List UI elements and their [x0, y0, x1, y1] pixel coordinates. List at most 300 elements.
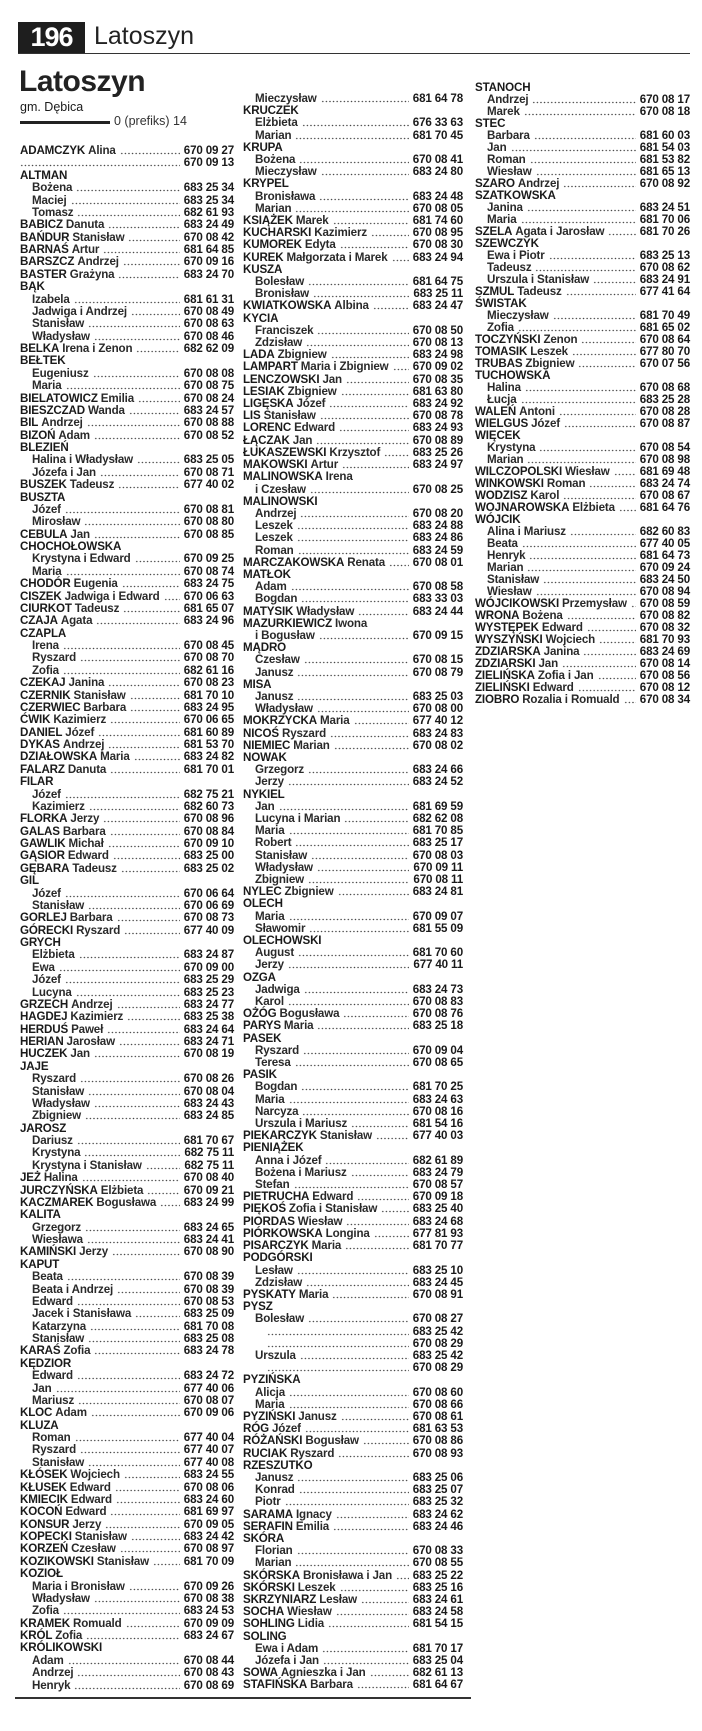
dot-leader — [338, 893, 409, 896]
given-name: Tadeusz — [74, 601, 120, 615]
given-name: Maria i Bronisław — [32, 1579, 125, 1593]
entry-name — [243, 1228, 370, 1240]
surname: MARCZAKOWSKA — [243, 555, 345, 569]
surname-heading — [243, 1252, 463, 1264]
phone-number: 670 09 06 — [183, 1406, 234, 1420]
dot-leader — [84, 523, 179, 526]
given-name: Jerzy — [70, 812, 100, 826]
phone-number: 670 08 97 — [183, 1542, 234, 1556]
directory-entry — [20, 1135, 234, 1147]
phone-number: 681 54 15 — [412, 1617, 463, 1631]
surname: BIELATOWICZ — [20, 391, 98, 405]
directory-entry — [20, 615, 234, 627]
surname: SERAFIN — [243, 1519, 293, 1533]
surname: DANIEL — [20, 725, 63, 739]
directory-entry — [20, 343, 234, 355]
directory-entry — [243, 1582, 463, 1594]
directory-entry — [243, 1203, 463, 1215]
given-name: Renata — [347, 555, 386, 569]
phone-number: 683 25 22 — [412, 1568, 463, 1582]
given-name: Tadeusz — [487, 261, 532, 274]
given-name: Ewa — [32, 960, 55, 974]
directory-entry — [20, 244, 234, 256]
surname: SKÓRSKI — [243, 1580, 295, 1594]
phone-number: 670 08 27 — [412, 1312, 463, 1326]
directory-entry — [243, 203, 463, 215]
dot-leader — [135, 1315, 180, 1318]
entry-name — [20, 1407, 87, 1419]
directory-entry — [243, 1094, 463, 1106]
dot-leader — [298, 552, 409, 555]
given-name: Lesław — [319, 1592, 357, 1606]
phone-number: 681 70 93 — [639, 633, 690, 646]
surname: CHOCHOŁOWSKA — [20, 540, 122, 553]
dot-leader — [130, 709, 180, 712]
entry-name — [243, 1203, 377, 1215]
surname: SOWA — [243, 1666, 278, 1680]
given-name: Józef — [296, 397, 326, 411]
entry-name — [20, 690, 126, 702]
given-name: Krzysztof — [329, 445, 381, 459]
given-name: Marian — [293, 738, 330, 752]
entry-name — [243, 337, 302, 349]
phone-number: 670 09 21 — [183, 1183, 234, 1197]
entry-name — [20, 442, 69, 454]
phone-number: 683 25 04 — [412, 1654, 463, 1667]
phone-number: 670 08 94 — [639, 585, 690, 598]
phone-number: 677 41 64 — [639, 285, 690, 298]
dot-leader — [534, 137, 636, 140]
given-name: Andrzej — [487, 93, 529, 106]
surname: PIENIĄŻEK — [243, 1141, 304, 1155]
given-name: Janina — [487, 201, 523, 214]
given-name: Urszula i Mariusz — [255, 1117, 348, 1131]
surname: KRAMEK — [20, 1616, 70, 1630]
phone-number: 670 08 49 — [183, 304, 234, 318]
entry-name — [243, 484, 306, 496]
directory-entry — [20, 591, 234, 603]
dot-leader — [297, 1552, 409, 1555]
entry-name — [20, 343, 132, 355]
directory-entry — [20, 1457, 234, 1469]
entry-name — [243, 972, 276, 984]
directory-entry — [243, 276, 463, 288]
phone-number: 681 70 85 — [412, 824, 463, 838]
dot-leader — [94, 437, 180, 440]
phone-number: 681 70 09 — [183, 1554, 234, 1568]
phone-number: 670 08 59 — [639, 597, 690, 610]
phone-number: 670 09 00 — [183, 960, 234, 974]
directory-entry — [20, 504, 234, 516]
given-name: Józef — [271, 1422, 301, 1436]
directory-entry — [243, 1265, 463, 1277]
phone-number: 670 08 52 — [183, 428, 234, 442]
given-name: Zofia i Jan — [537, 669, 594, 682]
directory-entry — [243, 886, 463, 898]
dot-leader — [599, 641, 636, 644]
phone-number: 670 08 89 — [412, 433, 463, 447]
surname: RUCIAK — [243, 1446, 288, 1460]
surname: WODZISZ — [475, 489, 528, 502]
dot-leader — [338, 1455, 409, 1458]
phone-number: 682 62 09 — [183, 342, 234, 355]
directory-entry — [20, 454, 234, 466]
entry-name — [20, 244, 99, 256]
directory-entry — [20, 219, 234, 231]
entry-name — [243, 300, 369, 312]
entry-name — [20, 949, 75, 961]
directory-entry — [243, 484, 463, 496]
given-name: Jerzy — [72, 1517, 102, 1531]
phone-number: 670 08 25 — [412, 482, 463, 496]
entry-name — [243, 1106, 298, 1118]
given-name: Maria — [311, 1239, 342, 1253]
given-name: Barbara — [487, 129, 530, 142]
given-name: Stanisław — [487, 573, 540, 586]
given-name: Edward — [65, 1505, 107, 1519]
given-name: Edward — [69, 1480, 111, 1494]
dot-leader — [130, 697, 180, 700]
entry-name — [243, 740, 330, 752]
surname: KACZMAREK — [20, 1195, 94, 1209]
phone-number: 683 24 41 — [183, 1233, 234, 1246]
directory-entry — [243, 1484, 463, 1496]
phone-number: 670 08 28 — [639, 405, 690, 418]
directory-entry — [20, 1680, 234, 1692]
given-name: Czesław — [71, 1542, 116, 1556]
surname-heading — [20, 776, 234, 788]
surname: OLECH — [243, 897, 283, 911]
phone-number: 670 08 86 — [412, 1434, 463, 1448]
given-name: Zofia — [32, 1604, 59, 1618]
phone-number: 670 08 68 — [639, 381, 690, 394]
directory-entry — [243, 1509, 463, 1521]
directory-entry — [20, 1222, 234, 1234]
phone-number: 683 24 58 — [412, 1605, 463, 1619]
entry-name — [243, 569, 291, 581]
dot-leader — [373, 307, 409, 310]
entry-name — [20, 1642, 102, 1654]
surname: KLUZA — [20, 1418, 59, 1432]
given-name: Leszek — [255, 519, 293, 533]
given-name: Władysław — [32, 1096, 90, 1110]
dot-leader — [339, 429, 409, 432]
surname: CEBULA — [20, 527, 68, 541]
phone-number: 683 24 69 — [639, 645, 690, 658]
given-name: Janusz — [255, 689, 294, 703]
given-name: Irena i Zenon — [62, 342, 133, 355]
directory-entry — [243, 1557, 463, 1569]
directory-entry — [20, 566, 234, 578]
surname: SARAMA — [243, 1507, 293, 1521]
directory-entry — [243, 1045, 463, 1057]
entry-name — [243, 764, 304, 776]
phone-number: 670 08 70 — [183, 651, 234, 665]
given-name: Zenon — [543, 333, 578, 346]
given-name: Barbara — [62, 824, 106, 838]
directory-entry — [243, 996, 463, 1008]
given-name: Eugeniusz — [32, 366, 89, 380]
dot-leader — [306, 344, 409, 347]
entry-name — [20, 1024, 103, 1036]
phone-number: 670 09 07 — [412, 909, 463, 923]
entry-name — [243, 1496, 281, 1508]
dot-leader — [20, 164, 180, 167]
entry-name — [243, 276, 304, 288]
directory-entry — [20, 764, 234, 776]
phone-number: 681 74 60 — [412, 214, 463, 228]
dot-leader — [131, 1538, 180, 1541]
entry-name — [243, 947, 294, 959]
entry-name — [243, 691, 293, 703]
phone-number: 683 25 34 — [183, 181, 234, 195]
surname: PYZIŃSKA — [243, 1373, 301, 1387]
directory-entry — [243, 1435, 463, 1447]
dot-leader — [112, 1253, 180, 1256]
phone-number: 683 24 63 — [412, 1092, 463, 1106]
phone-number: 683 25 28 — [639, 393, 690, 406]
entry-name — [243, 1435, 359, 1447]
phone-number: 670 08 71 — [183, 465, 234, 479]
phone-number: 670 08 98 — [639, 453, 690, 466]
dot-leader — [343, 1015, 408, 1018]
given-name: Łucja — [487, 393, 517, 406]
given-name: Albina — [334, 299, 369, 313]
directory-entry — [243, 874, 463, 886]
surname: ZDZIARSKI — [475, 657, 536, 670]
dot-leader — [118, 486, 180, 489]
phone-number: 683 24 47 — [412, 299, 463, 313]
entry-name — [20, 182, 72, 194]
directory-entry — [243, 1594, 463, 1606]
phone-number: 670 08 60 — [412, 1385, 463, 1399]
phone-number: 670 08 78 — [412, 409, 463, 423]
phone-number: 670 08 12 — [639, 681, 690, 694]
phone-number: 670 08 79 — [412, 665, 463, 679]
dot-leader — [539, 449, 635, 452]
phone-number: 670 08 34 — [639, 693, 690, 706]
given-name: Michał — [68, 837, 104, 850]
phone-number: 670 06 69 — [183, 898, 234, 912]
given-name: Anna i Józef — [255, 1153, 322, 1167]
entry-name — [243, 1509, 332, 1521]
directory-entry — [243, 1496, 463, 1508]
surname: CZERWIEC — [20, 700, 81, 714]
directory-entry — [243, 1399, 463, 1411]
phone-number: 683 24 51 — [639, 201, 690, 214]
directory-entry — [20, 294, 234, 306]
surname: RZESZUTKO — [243, 1458, 313, 1472]
given-name: Janusz — [298, 1409, 337, 1423]
entry-name — [20, 801, 85, 813]
given-name: Stanisław — [32, 1455, 85, 1469]
phone-number: 670 08 19 — [183, 1047, 234, 1061]
given-name: Edward — [312, 1190, 354, 1204]
surname: KOZIOŁ — [20, 1567, 63, 1581]
entry-name — [243, 166, 317, 178]
entry-name — [20, 888, 61, 900]
surname: WÓJCIKOWSKI — [475, 597, 560, 610]
surname-heading — [243, 1069, 463, 1081]
phone-number: 682 61 16 — [183, 663, 234, 677]
dot-leader — [77, 1303, 180, 1306]
entry-name — [243, 1118, 347, 1130]
given-name: Zbigniew — [525, 357, 575, 370]
surname: PIÓRKOWSKA — [243, 1226, 323, 1240]
phone-number: 683 25 07 — [412, 1483, 463, 1497]
given-name: Grażyna — [69, 267, 115, 281]
phone-number: 681 64 73 — [639, 549, 690, 562]
given-name: Halina — [43, 1171, 78, 1185]
dot-leader — [549, 257, 636, 260]
dot-leader — [559, 413, 636, 416]
directory-entry — [243, 1057, 463, 1069]
dot-leader — [131, 313, 180, 316]
entry-name — [243, 898, 283, 910]
phone-number: 670 09 13 — [183, 156, 234, 170]
given-name: Urszula — [255, 1348, 296, 1362]
surname: KUREK — [243, 250, 284, 264]
entry-name — [20, 219, 104, 231]
directory-entry — [243, 545, 463, 557]
surname: ŁUKASZEWSKI — [243, 445, 327, 459]
given-name: Mieczysław — [255, 92, 317, 105]
surname: ZIELIŃSKI — [475, 681, 530, 694]
dot-leader — [389, 564, 409, 567]
dot-leader — [376, 1137, 409, 1140]
dot-leader — [295, 210, 408, 213]
dot-leader — [297, 674, 408, 677]
entry-name — [20, 863, 117, 875]
phone-number: 670 08 92 — [639, 177, 690, 190]
dot-leader — [346, 381, 409, 384]
surname: ADAMCZYK — [20, 144, 86, 157]
entry-name — [20, 702, 126, 714]
entry-name — [243, 1655, 319, 1667]
phone-number: 670 08 42 — [183, 230, 234, 244]
dot-leader — [124, 932, 180, 935]
given-name: Maria — [255, 824, 285, 838]
directory-entry — [20, 1444, 234, 1456]
entry-name — [243, 874, 304, 886]
entry-name — [20, 1482, 111, 1494]
surname: BELKA — [20, 342, 60, 355]
phone-number: 670 08 63 — [183, 317, 234, 331]
dot-leader — [127, 1018, 180, 1021]
given-name: Agata — [60, 614, 93, 628]
surname-heading — [20, 1123, 234, 1135]
directory-entry — [243, 227, 463, 239]
dot-leader — [308, 771, 409, 774]
given-name: Maria — [32, 564, 62, 578]
dot-leader — [78, 1402, 180, 1405]
given-name: Longina — [325, 1226, 370, 1240]
phone-number: 670 08 46 — [183, 329, 234, 343]
given-name: Florian — [255, 1544, 293, 1558]
given-name: Romuald — [72, 1616, 122, 1630]
given-name: Bronisław — [255, 287, 310, 301]
directory-entry — [243, 606, 463, 618]
dot-leader — [153, 1563, 180, 1566]
entry-name — [20, 615, 92, 627]
given-name: Jan — [487, 141, 507, 154]
directory-entry — [20, 665, 234, 677]
dot-leader — [84, 1154, 180, 1157]
phone-number: 681 70 06 — [639, 213, 690, 226]
entry-name — [20, 789, 61, 801]
directory-entry — [20, 1469, 234, 1481]
dot-leader — [317, 332, 408, 335]
directory-entry — [243, 325, 463, 337]
phone-number: 683 24 48 — [412, 189, 463, 203]
directory-entry — [20, 529, 234, 541]
phone-number: 670 08 30 — [412, 238, 463, 252]
surname: JAROSZ — [20, 1121, 67, 1135]
dot-leader — [300, 1357, 409, 1360]
directory-entry — [243, 801, 463, 813]
phone-number: 683 24 85 — [183, 1109, 234, 1123]
given-name: Zofia — [487, 321, 514, 334]
dot-leader — [164, 598, 180, 601]
surname: SZARO — [475, 177, 515, 190]
dot-leader — [66, 573, 180, 576]
entry-name — [20, 826, 106, 838]
directory-entry — [20, 430, 234, 442]
given-name: Bronisława — [255, 189, 316, 203]
directory-entry — [243, 288, 463, 300]
entry-name — [20, 838, 104, 850]
surname: BAŃDUR — [20, 230, 70, 244]
entry-name — [243, 935, 321, 947]
given-name: Wiesław — [487, 165, 532, 178]
given-name: i Bogusław — [255, 628, 315, 642]
dot-leader — [88, 1093, 180, 1096]
given-name: Bogdan — [255, 1080, 298, 1094]
directory-entry — [20, 603, 234, 615]
surname: NOWAK — [243, 750, 287, 764]
entry-name — [20, 1358, 71, 1370]
surname: GORLEJ — [20, 911, 67, 925]
phone-number: 670 08 00 — [412, 702, 463, 716]
dot-leader — [135, 560, 180, 563]
phone-number: 670 08 75 — [183, 379, 234, 393]
directory-entry — [20, 1383, 234, 1395]
phone-number: 670 08 45 — [183, 639, 234, 652]
entry-name — [20, 281, 45, 293]
given-name: Elżbieta — [255, 116, 298, 130]
phone-number: 670 09 02 — [412, 360, 463, 374]
phone-number: 683 25 34 — [183, 193, 234, 207]
entry-name — [243, 850, 307, 862]
entry-name — [20, 553, 131, 565]
directory-entry — [20, 789, 234, 801]
entry-name — [243, 435, 312, 447]
directory-entry — [243, 740, 463, 752]
dot-leader — [103, 820, 179, 823]
dot-leader — [110, 771, 180, 774]
phone-number: 681 63 80 — [412, 384, 463, 398]
entry-name — [20, 925, 120, 937]
surname: KOPECKI — [20, 1530, 72, 1543]
surname-heading — [243, 105, 463, 117]
entry-name — [243, 545, 294, 557]
surname: KRYPEL — [243, 177, 289, 191]
surname-heading — [20, 1420, 234, 1432]
entry-name — [20, 1061, 48, 1073]
entry-name — [243, 1191, 353, 1203]
directory-entry — [243, 703, 463, 715]
entry-name — [20, 677, 104, 689]
